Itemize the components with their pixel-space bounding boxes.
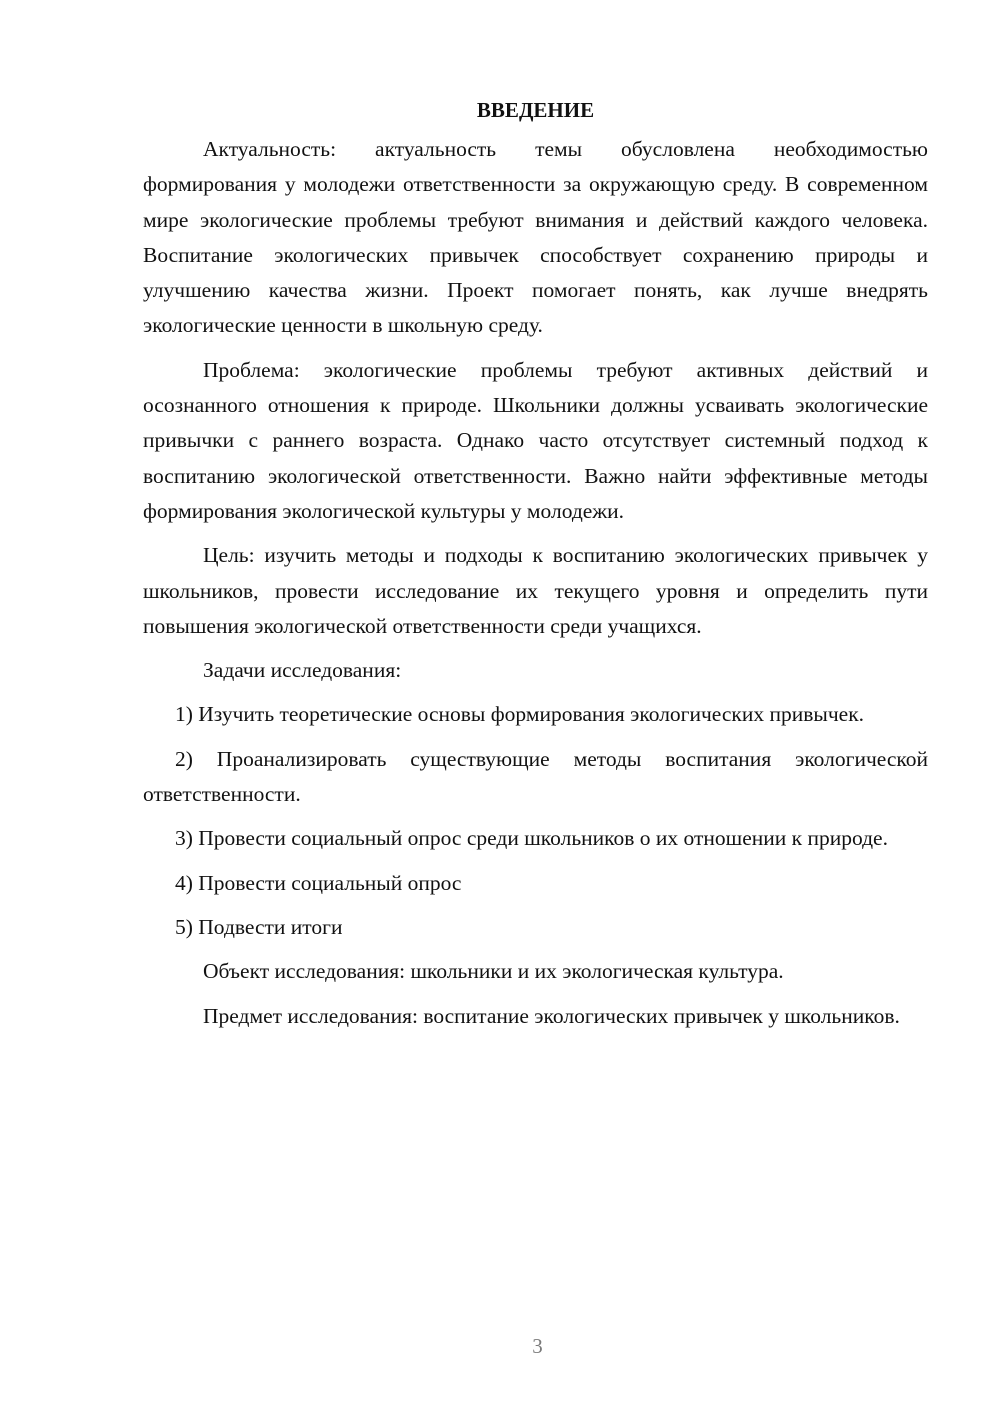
goal-paragraph: Цель: изучить методы и подходы к воспитанию экологических привычек у школьников, провести исследование их текущего уровня и определить пути повышения экологической ответственности среди учащихся. bbox=[143, 543, 928, 638]
page-content bbox=[143, 92, 928, 1034]
subject-paragraph: Предмет исследования: воспитание экологических привычек у школьников. bbox=[203, 1003, 900, 1028]
object-paragraph: Объект исследования: школьники и их экологическая культура. bbox=[203, 959, 784, 984]
page-number: 3 bbox=[532, 1334, 543, 1358]
section-title: ВВЕДЕНИЕ bbox=[476, 98, 595, 122]
problem-paragraph: Проблема: экологические проблемы требуют активных действий и осознанного отношения к природе. Школьники должны усваивать экологические привычки с раннего возраста. Однако часто отсутствует системный подход к воспитанию экологической ответственности. Важно найти эффективные методы формирования экологической культуры у молодежи. bbox=[143, 357, 928, 523]
task-item-5: 5) Подвести итоги bbox=[175, 914, 343, 939]
task-item-3: 3) Провести социальный опрос среди школьников о их отношении к природе. bbox=[175, 826, 888, 851]
task-item-1: 1) Изучить теоретические основы формирования экологических привычек. bbox=[175, 702, 865, 727]
task-item-4: 4) Провести социальный опрос bbox=[175, 870, 462, 895]
task-item-2: 2) Проанализировать существующие методы воспитания экологической ответственности. bbox=[143, 746, 928, 807]
relevance-paragraph: Актуальность: актуальность темы обусловлена необходимостью формирования у молодежи ответственности за окружающую среду. В современном мире экологические проблемы требуют внимания и действий каждого человека. Воспитание экологических привычек способствует сохранению природы и улучшению качества жизни. Проект помогает понять, как лучше внедрять экологические ценности в школьную среду. bbox=[143, 137, 928, 338]
tasks-heading: Задачи исследования: bbox=[203, 658, 402, 683]
